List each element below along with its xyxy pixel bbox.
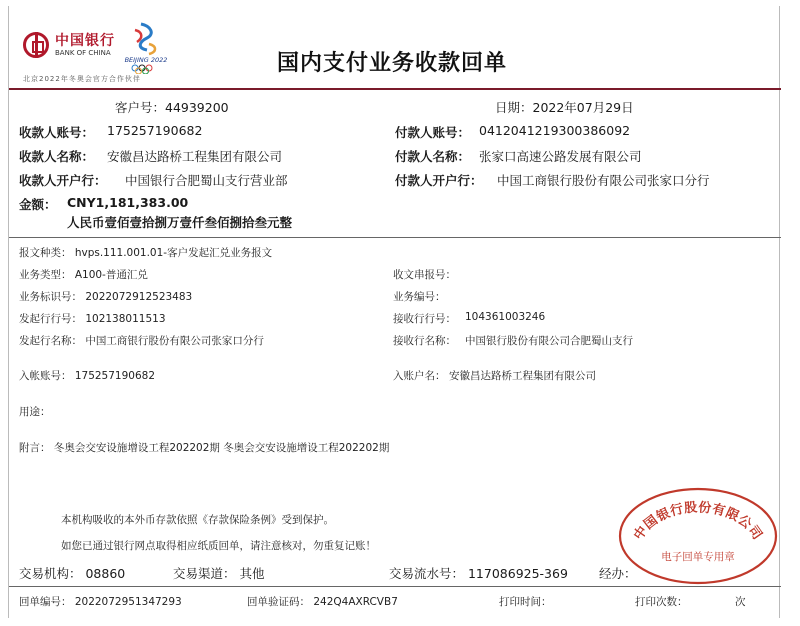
verification-code: 回单验证码： 242Q4AXRCVB7 [247, 596, 398, 608]
payer-bank: 中国工商银行股份有限公司张家口分行 [497, 173, 710, 188]
customer-number: 客户号：44939200 [115, 100, 229, 115]
receipt-date: 日期：2022年07月29日 [495, 100, 634, 115]
payer-name: 张家口高速公路发展有限公司 [479, 149, 642, 164]
payer-account: 0412041219300386092 [479, 123, 631, 138]
payee-name: 安徽昌达路桥工程集团有限公司 [107, 149, 283, 164]
payer-name-label: 付款人名称： [395, 149, 471, 164]
print-count-label: 打印次数： [635, 596, 688, 608]
business-type: 业务类型： A100-普通汇兑 [19, 269, 148, 281]
olympic-partner-text: 北京2022年冬奥会官方合作伙伴 [23, 75, 141, 83]
payee-account: 175257190682 [107, 123, 203, 138]
sending-bank-number: 发起行行号： 102138011513 [19, 313, 166, 325]
deposit-insurance-note: 本机构吸收的本外币存款依照《存款保险条例》受到保护。 [61, 514, 334, 526]
in-account: 入帐账号： 175257190682 [19, 370, 156, 382]
transaction-channel: 交易渠道： 其他 [173, 566, 265, 581]
receipt-number: 回单编号： 2022072951347293 [19, 596, 182, 608]
receipt [8, 6, 780, 618]
bank-name-en: BANK OF CHINA [55, 49, 111, 57]
receiving-bank-name: 中国银行股份有限公司合肥蜀山支行 [465, 335, 633, 347]
receiving-bank-name-label: 接收行名称： [393, 335, 456, 347]
in-account-name-label: 入账户名： [393, 370, 446, 382]
payee-bank-label: 收款人开户行： [19, 173, 107, 188]
header-divider [9, 88, 781, 90]
remark: 附言： 冬奥会交安设施增设工程202202期 冬奥会交安设施增设工程202202期 [19, 442, 390, 454]
payer-bank-label: 付款人开户行： [395, 173, 483, 188]
usage-label: 用途： [19, 406, 51, 418]
footer-divider [9, 586, 781, 587]
in-account-name: 安徽昌达路桥工程集团有限公司 [449, 370, 596, 382]
receiving-bank-number: 104361003246 [465, 311, 546, 323]
amount-label: 金额： [19, 197, 57, 212]
electronic-receipt-stamp [617, 486, 779, 586]
receipt-header [9, 6, 781, 90]
transaction-org: 交易机构： 08860 [19, 566, 126, 581]
business-id: 业务标识号： 2022072912523483 [19, 291, 193, 303]
payee-name-label: 收款人名称： [19, 149, 95, 164]
bank-of-china-logo-icon [23, 32, 49, 58]
duplicate-warning-note: 如您已通过银行网点取得相应纸质回单，请注意核对，勿重复记账！ [61, 540, 376, 552]
sending-bank-name: 发起行名称： 中国工商银行股份有限公司张家口分行 [19, 335, 264, 347]
transaction-serial: 交易流水号： 117086925-369 [389, 566, 568, 581]
print-time-label: 打印时间： [499, 596, 552, 608]
receipt-title: 国内支付业务收款回单 [277, 51, 508, 76]
svg-text:中国银行股份有限公司 [630, 499, 765, 543]
section-divider [9, 237, 781, 238]
handler-label: 经办： [599, 566, 637, 581]
receiving-bank-number-label: 接收行行号： [393, 313, 456, 325]
payer-account-label: 付款人账号： [395, 125, 471, 140]
beijing-2022-mark: BEIJING 2022 [124, 56, 168, 64]
payee-bank: 中国银行合肥蜀山支行营业部 [125, 173, 288, 188]
payee-account-label: 收款人账号： [19, 125, 95, 140]
business-number-label: 业务编号： [393, 291, 446, 303]
amount-in-words: 人民币壹佰壹拾捌万壹仟叁佰捌拾叁元整 [67, 215, 293, 230]
send-ref-label: 收文串报号： [393, 269, 456, 281]
message-type: 报文种类： hvps.111.001.01-客户发起汇兑业务报文 [19, 247, 273, 259]
stamp-arc-text: 中国银行股份有限公司 [631, 500, 765, 543]
amount-figure: CNY1,181,383.00 [67, 195, 189, 210]
stamp-bottom-text: 电子回单专用章 [661, 551, 735, 563]
print-count-unit: 次 [735, 596, 746, 608]
beijing-2022-emblem-icon [121, 20, 171, 74]
bank-name-cn: 中国银行 [55, 33, 115, 49]
